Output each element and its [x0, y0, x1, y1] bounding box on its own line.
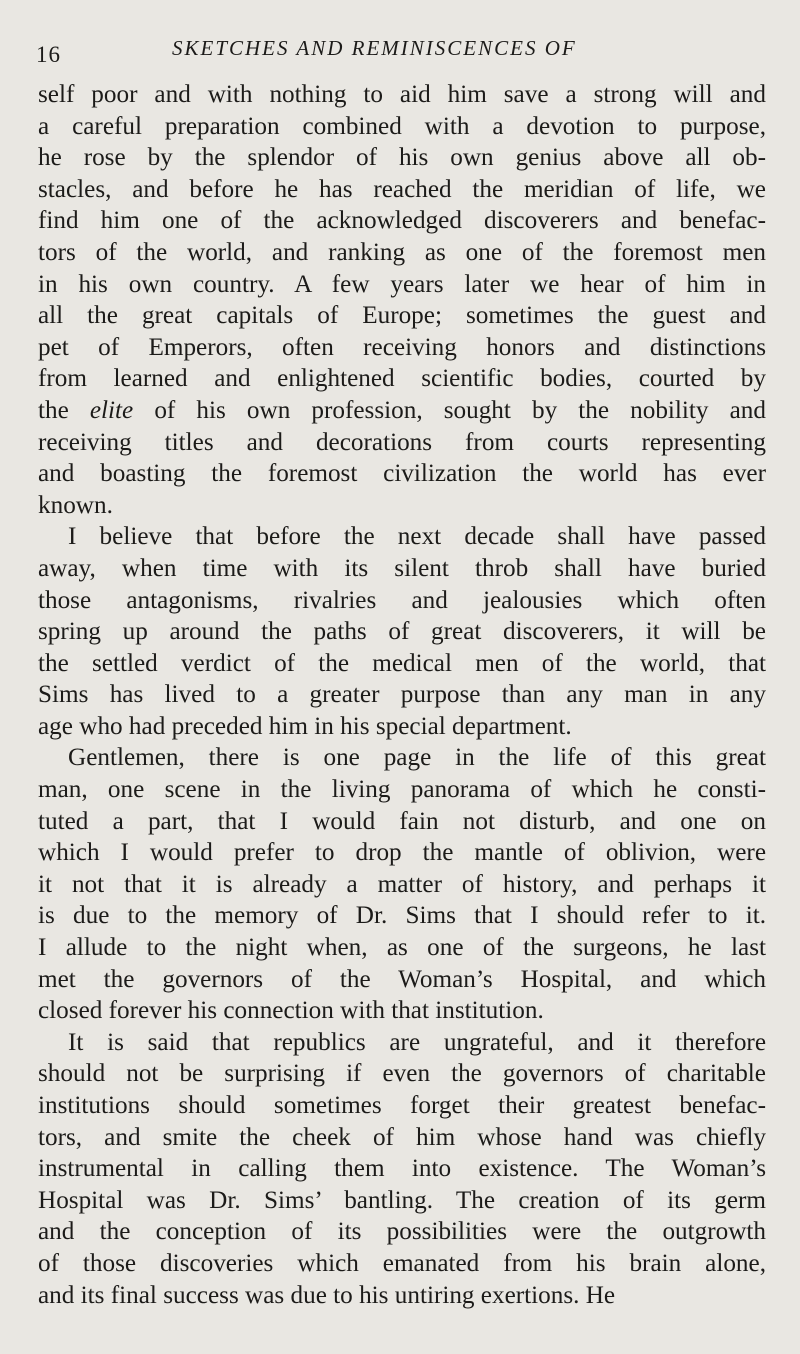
- text-line: in his own country. A few years later we hear of him in: [38, 270, 766, 298]
- text-line: stacles, and before he has reached the meridian of life, we: [38, 175, 766, 203]
- text-line: Sims has lived to a greater purpose than any man in any: [38, 681, 766, 709]
- text-line: the elite of his own profession, sought by the nobility and: [38, 396, 766, 424]
- italic-word: elite: [89, 396, 134, 424]
- text-line: find him one of the acknowledged discoverers and benefac-: [38, 207, 766, 235]
- text-line: and boasting the foremost civilization the world has ever: [38, 460, 766, 488]
- paragraph: [38, 79, 766, 521]
- text-line: and its final success was due to his untiring exertions. He: [38, 1281, 616, 1309]
- text-line: met the governors of the Woman’s Hospital, and which: [38, 965, 766, 993]
- paragraph: [38, 1027, 766, 1311]
- running-head: SKETCHES AND REMINISCENCES OF: [172, 36, 577, 60]
- text-line: receiving titles and decorations from courts representing: [38, 428, 766, 456]
- text-line: the settled verdict of the medical men of the world, that: [38, 649, 766, 677]
- text-line: those antagonisms, rivalries and jealousies which often: [38, 586, 766, 614]
- text-line: it not that it is already a matter of history, and perhaps it: [38, 870, 766, 898]
- text-line: It is said that republics are ungrateful, and it therefore: [68, 1028, 766, 1056]
- text-line: of those discoveries which emanated from his brain alone,: [38, 1249, 766, 1277]
- text-line: from learned and enlightened scientific bodies, courted by: [38, 365, 766, 393]
- text-line: man, one scene in the living panorama of which he consti-: [38, 776, 766, 804]
- page-number: 16: [36, 42, 61, 67]
- text-line: Hospital was Dr. Sims’ bantling. The creation of its germ: [38, 1186, 766, 1214]
- text-line: Gentlemen, there is one page in the life of this great: [68, 744, 766, 772]
- text-line: tors of the world, and ranking as one of the foremost men: [38, 238, 766, 266]
- text-line: spring up around the paths of great discoverers, it will be: [38, 618, 766, 646]
- text-line: known.: [38, 491, 113, 519]
- text-line: instrumental in calling them into existence. The Woman’s: [38, 1155, 766, 1183]
- text-line: which I would prefer to drop the mantle of oblivion, were: [38, 839, 766, 867]
- text-line: tors, and smite the cheek of him whose hand was chiefly: [38, 1123, 766, 1151]
- text-line: closed forever his connection with that institution.: [38, 997, 544, 1025]
- text-line: institutions should sometimes forget their greatest benefac-: [38, 1092, 766, 1119]
- page-header: [36, 34, 776, 74]
- paragraph: [38, 742, 766, 1026]
- text-line: and the conception of its possibilities were the outgrowth: [38, 1218, 766, 1246]
- text-line: away, when time with its silent throb shall have buried: [38, 554, 766, 582]
- text-line: I allude to the night when, as one of the surgeons, he last: [38, 934, 766, 962]
- text-line: self poor and with nothing to aid him save a strong will and: [38, 81, 766, 108]
- text-line: I believe that before the next decade shall have passed: [68, 523, 766, 551]
- text-line: tuted a part, that I would fain not disturb, and one on: [38, 807, 766, 835]
- text-line: pet of Emperors, often receiving honors and distinctions: [38, 333, 766, 361]
- text-line: should not be surprising if even the governors of charitable: [38, 1060, 766, 1088]
- text-line: is due to the memory of Dr. Sims that I should refer to it.: [38, 902, 766, 930]
- body-text: [38, 79, 766, 1311]
- text-line: age who had preceded him in his special department.: [38, 712, 572, 740]
- text-line: he rose by the splendor of his own genius above all ob-: [38, 144, 766, 172]
- paragraph: [38, 521, 766, 742]
- text-line: all the great capitals of Europe; sometimes the guest and: [38, 302, 766, 330]
- text-line: a careful preparation combined with a devotion to purpose,: [38, 112, 766, 140]
